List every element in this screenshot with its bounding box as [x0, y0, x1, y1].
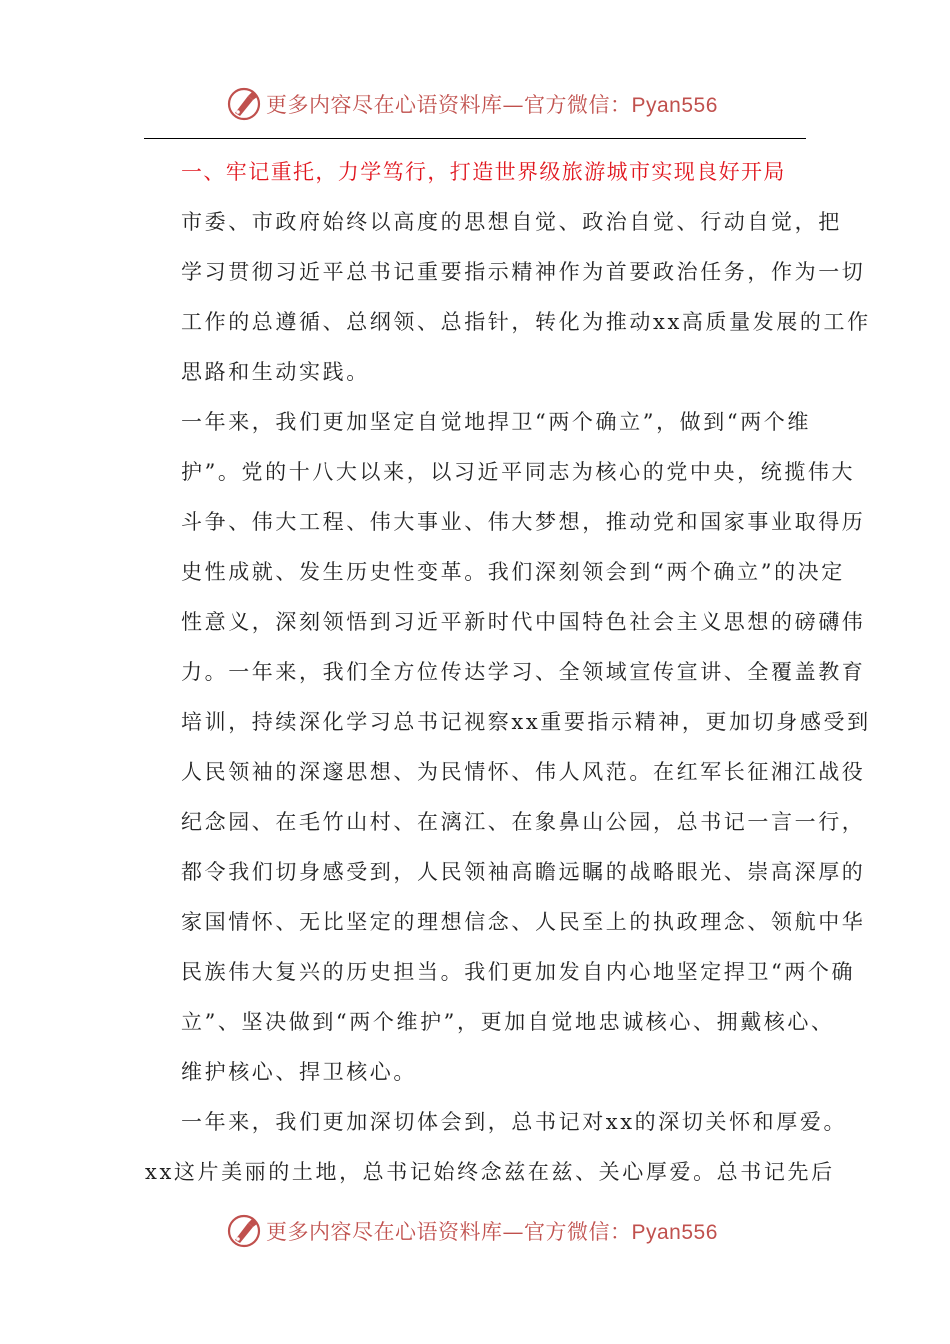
text-line: 力。一年来，我们全方位传达学习、全领域宣传宣讲、全覆盖教育	[181, 660, 866, 684]
text-line: 工作的总遵循、总纲领、总指针，转化为推动xx高质量发展的工作	[181, 310, 871, 334]
text-line: 民族伟大复兴的历史担当。我们更加发自内心地坚定捍卫“两个确	[181, 960, 856, 984]
text-line: 史性成就、发生历史性变革。我们深刻领会到“两个确立”的决定	[181, 560, 845, 584]
text-line: 思路和生动实践。	[181, 360, 370, 384]
text-line: 护”。党的十八大以来，以习近平同志为核心的党中央，统揽伟大	[181, 460, 856, 484]
header-rule	[144, 138, 806, 139]
text-line: 学习贯彻习近平总书记重要指示精神作为首要政治任务，作为一切	[181, 260, 866, 284]
pen-nib-logo-icon	[226, 86, 262, 122]
text-line: 培训，持续深化学习总书记视察xx重要指示精神，更加切身感受到	[181, 710, 871, 734]
document-body	[145, 147, 871, 1197]
text-line: 一年来，我们更加坚定自觉地捍卫“两个确立”，做到“两个维	[181, 410, 812, 434]
watermark-wechat-id: Pyan556	[631, 1221, 718, 1244]
text-line: 纪念园、在毛竹山村、在漓江、在象鼻山公园，总书记一言一行，	[181, 810, 866, 834]
watermark-text	[266, 1216, 718, 1246]
watermark-wechat-id: Pyan556	[631, 94, 718, 117]
text-line: 一年来，我们更加深切体会到，总书记对xx的深切关怀和厚爱。	[181, 1110, 848, 1134]
watermark-text	[266, 89, 718, 119]
text-line: 人民领袖的深邃思想、为民情怀、伟人风范。在红军长征湘江战役	[181, 760, 866, 784]
text-line: 家国情怀、无比坚定的理想信念、人民至上的执政理念、领航中华	[181, 910, 866, 934]
text-line: 市委、市政府始终以高度的思想自觉、政治自觉、行动自觉，把	[181, 210, 842, 234]
footer-watermark	[226, 1211, 718, 1251]
text-line: 维护核心、捍卫核心。	[181, 1060, 417, 1084]
text-line: 斗争、伟大工程、伟大事业、伟大梦想，推动党和国家事业取得历	[181, 510, 866, 534]
text-line: 立”、坚决做到“两个维护”，更加自觉地忠诚核心、拥戴核心、	[181, 1010, 835, 1034]
watermark-separator: —	[502, 1220, 524, 1244]
paragraph-1	[145, 197, 871, 397]
watermark-separator: —	[502, 93, 524, 117]
watermark-site: 更多内容尽在心语资料库	[266, 1220, 503, 1244]
paragraph-3	[145, 1097, 848, 1197]
watermark-site: 更多内容尽在心语资料库	[266, 93, 503, 117]
header-watermark	[226, 84, 718, 124]
watermark-wechat-label: 官方微信：	[524, 1220, 632, 1244]
paragraph-2	[145, 397, 871, 1097]
watermark-wechat-label: 官方微信：	[524, 93, 632, 117]
pen-nib-logo-icon	[226, 1213, 262, 1249]
text-line: 性意义，深刻领悟到习近平新时代中国特色社会主义思想的磅礴伟	[181, 610, 866, 634]
text-line: 都令我们切身感受到，人民领袖高瞻远瞩的战略眼光、崇高深厚的	[181, 860, 866, 884]
section-heading: 一、牢记重托，力学笃行，打造世界级旅游城市实现良好开局	[181, 160, 786, 184]
text-line: xx这片美丽的土地，总书记始终念兹在兹、关心厚爱。总书记先后	[145, 1160, 835, 1184]
